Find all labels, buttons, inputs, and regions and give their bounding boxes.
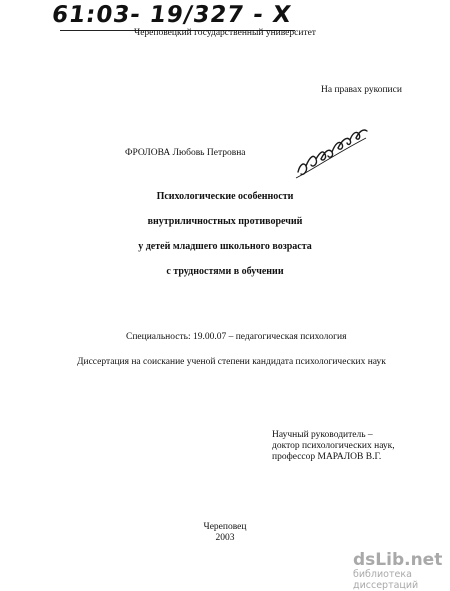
dissertation-title — [0, 191, 450, 291]
year: 2003 — [215, 533, 235, 543]
title-line-4: с трудностями в обучении — [166, 266, 284, 277]
rights-notice: На правах рукописи — [321, 85, 402, 95]
dissertation-degree: Диссертация на соискание ученой степени кандидата психологических наук — [77, 357, 386, 367]
advisor-line-3: профессор МАРАЛОВ В.Г. — [272, 452, 382, 462]
watermark-brand: dsLib.net — [353, 550, 443, 570]
university-name: Череповецкий государственный университет — [134, 28, 316, 38]
author-name: ФРОЛОВА Любовь Петровна — [125, 148, 246, 158]
handwritten-catalog-code: 61:03- 19/327 - X — [50, 2, 294, 28]
watermark-subtitle: библиотека диссертаций — [353, 569, 419, 591]
advisor-line-1: Научный руководитель – — [272, 430, 373, 440]
advisor-block — [272, 430, 422, 463]
title-line-3: у детей младшего школьного возраста — [138, 241, 312, 252]
title-line-1: Психологические особенности — [156, 191, 294, 202]
title-line-2: внутриличностных противоречий — [147, 216, 303, 227]
advisor-line-2: доктор психологических наук, — [272, 441, 395, 451]
city: Череповец — [203, 522, 247, 532]
author-signature — [292, 126, 372, 184]
city-year — [0, 522, 450, 544]
specialty: Специальность: 19.00.07 – педагогическая психология — [126, 332, 347, 342]
